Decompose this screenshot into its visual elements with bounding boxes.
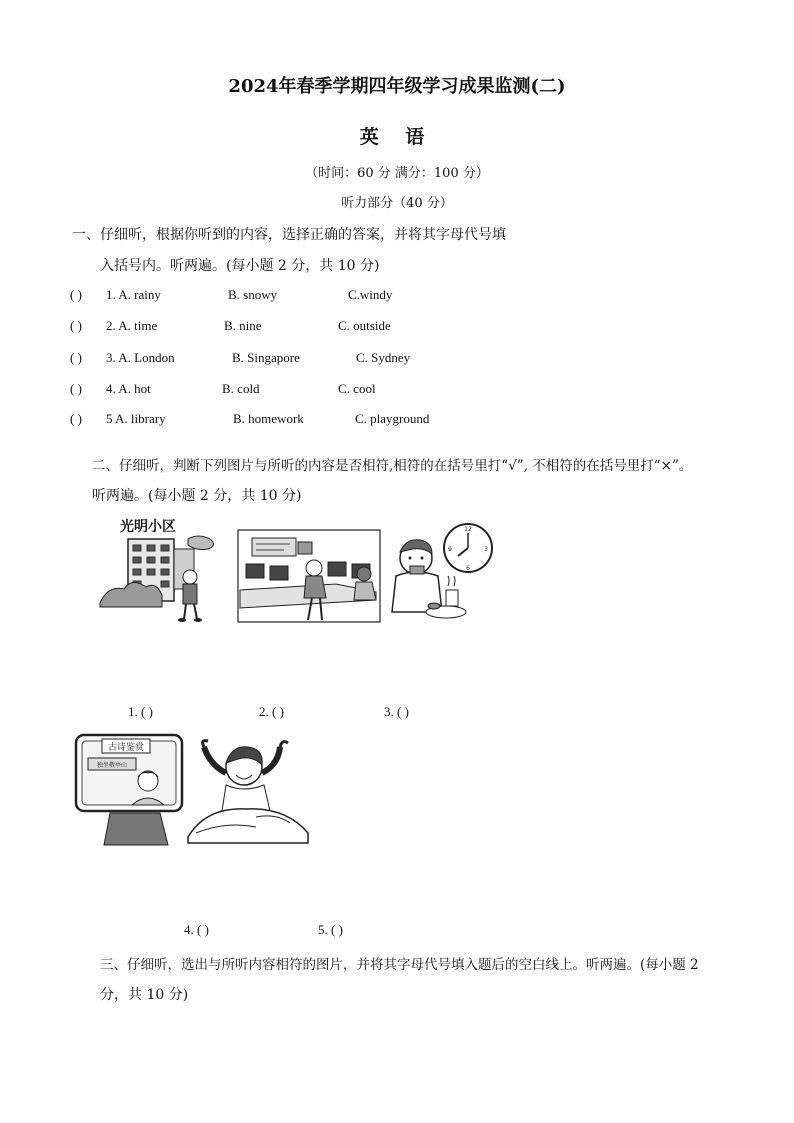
question-4-option-c: C. cool: [338, 381, 376, 396]
answer-2[interactable]: 2. ( ): [259, 704, 284, 719]
svg-text:6: 6: [466, 565, 470, 572]
section2-heading-cont: 听两遍。(每小题 2 分，共 10 分): [92, 488, 302, 504]
answer-4[interactable]: 4. ( ): [184, 922, 209, 937]
answer-bracket[interactable]: ( ): [70, 381, 82, 396]
question-5-option-b: B. homework: [233, 411, 304, 426]
frame-title-text: 古诗鉴赏: [107, 743, 145, 753]
breakfast-clock-picture: [386, 520, 494, 622]
section1-heading-cont: 入括号内。听两遍。(每小题 2 分，共 10 分): [100, 258, 380, 274]
answer-bracket[interactable]: ( ): [70, 350, 82, 365]
answer-1[interactable]: 1. ( ): [128, 704, 153, 719]
section1-heading: 一、仔细听，根据你听到的内容，选择正确的答案，并将其字母代号填: [72, 227, 506, 243]
listening-part-label: 听力部分（40 分）: [341, 196, 453, 211]
page-title: 2024年春季学期四年级学习成果监测(二): [228, 76, 566, 97]
answer-bracket[interactable]: ( ): [70, 318, 82, 333]
question-3-option-b: B. Singapore: [232, 350, 300, 365]
svg-text:9: 9: [448, 546, 452, 553]
question-1-option-b: B. snowy: [228, 287, 278, 302]
question-4-option-a: 4. A. hot: [106, 381, 151, 396]
frame-subtitle-text: 独坐敬亭山: [96, 762, 128, 769]
question-4-option-b: B. cold: [222, 381, 260, 396]
question-3-option-a: 3. A. London: [106, 350, 175, 365]
section3-heading: 三、仔细听，选出与所听内容相符的图片，并将其字母代号填入题后的空白线上。听两遍。(每小题 2: [100, 957, 699, 973]
computer-room-picture: [236, 528, 382, 626]
section3-heading-cont: 分，共 10 分): [100, 987, 189, 1003]
answer-bracket[interactable]: ( ): [70, 287, 82, 302]
question-2-option-c: C. outside: [338, 318, 391, 333]
section2-heading: 二、仔细听，判断下列图片与所听的内容是否相符,相符的在括号里打“√”, 不相符的在括号里打“×”。: [92, 458, 693, 474]
svg-text:3: 3: [484, 546, 488, 553]
poem-tv-picture: [74, 733, 184, 847]
question-5-option-a: 5 A. library: [106, 411, 166, 426]
subject-title: 英 语: [359, 126, 435, 148]
residential-sign-text: 光明小区: [120, 519, 176, 535]
svg-text:12: 12: [464, 526, 472, 533]
boy-waking-picture: [186, 737, 310, 845]
question-2-option-a: 2. A. time: [106, 318, 158, 333]
answer-3[interactable]: 3. ( ): [384, 704, 409, 719]
question-2-option-b: B. nine: [224, 318, 262, 333]
question-1-option-c: C.windy: [348, 287, 393, 302]
question-5-option-c: C. playground: [355, 411, 430, 426]
question-3-option-c: C. Sydney: [356, 350, 411, 365]
question-1-option-a: 1. A. rainy: [106, 287, 161, 302]
answer-bracket[interactable]: ( ): [70, 411, 82, 426]
time-info: （时间：60 分 满分：100 分）: [305, 166, 489, 181]
residential-area-picture: [98, 515, 220, 625]
answer-5[interactable]: 5. ( ): [318, 922, 343, 937]
